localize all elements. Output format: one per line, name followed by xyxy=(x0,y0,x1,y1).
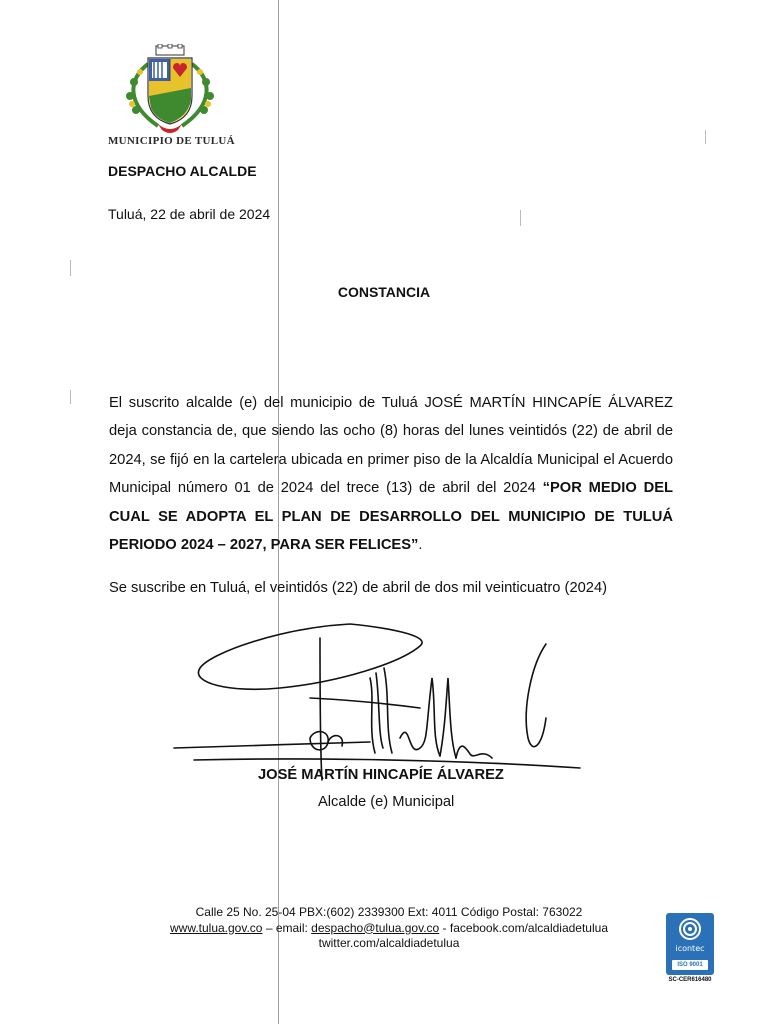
scan-mark xyxy=(70,390,71,404)
footer-address: Calle 25 No. 25-04 PBX:(602) 2339300 Ext: 4011 Código Postal: 763022 xyxy=(195,905,583,919)
email-link[interactable]: despacho@tulua.gov.co xyxy=(311,920,440,935)
body-end: . xyxy=(418,537,423,554)
iso-standard: ISO 9001 xyxy=(672,960,708,970)
office-name: DESPACHO ALCALDE xyxy=(108,163,257,179)
page-footer xyxy=(0,905,768,952)
signatory-name: JOSÉ MARTÍN HINCAPÍE ÁLVAREZ xyxy=(258,767,504,783)
signatory-role: Alcalde (e) Municipal xyxy=(318,794,455,810)
footer-contacts xyxy=(0,921,768,937)
document-title: CONSTANCIA xyxy=(337,284,431,300)
certificate-code: SC-CER616480 xyxy=(668,977,712,983)
website-link[interactable]: www.tulua.gov.co xyxy=(169,920,263,935)
municipality-crest-icon xyxy=(118,44,222,136)
scan-mark xyxy=(705,130,706,144)
email-prefix: – email: xyxy=(262,920,312,935)
scan-mark xyxy=(520,210,521,226)
facebook-link[interactable]: - facebook.com/alcaldiadetulua xyxy=(439,920,608,935)
subscription-line: Se suscribe en Tuluá, el veintidós (22) de abril de dos mil veinticuatro (2024) xyxy=(109,580,608,596)
body-resolution-title: “POR MEDIO DEL CUAL SE ADOPTA EL PLAN DE DESARROLLO DEL MUNICIPIO DE TULUÁ PERIODO 2024 – 2027, PARA SER FELICES” xyxy=(109,480,673,554)
twitter-link[interactable]: twitter.com/alcaldiadetulua xyxy=(318,936,460,950)
icontec-brand: icontec xyxy=(675,944,705,953)
date-line: Tuluá, 22 de abril de 2024 xyxy=(108,206,271,222)
icontec-logo-icon xyxy=(678,917,702,941)
scan-mark xyxy=(70,260,71,276)
body-intro: El suscrito alcalde (e) del municipio de Tuluá JOSÉ MARTÍN HINCAPÍE ÁLVAREZ deja constancia de, que siendo las ocho (8) horas del lunes veintidós (22) de abril de 2024, se fijó en la cartelera ubicada en primer piso de la Alcaldía Municipal el Acuerdo Municipal número 01 de 2024 del trece (13) de abril del 2024 xyxy=(109,395,673,497)
document-body xyxy=(109,389,673,559)
municipality-name: MUNICIPIO DE TULUÁ xyxy=(108,135,235,147)
